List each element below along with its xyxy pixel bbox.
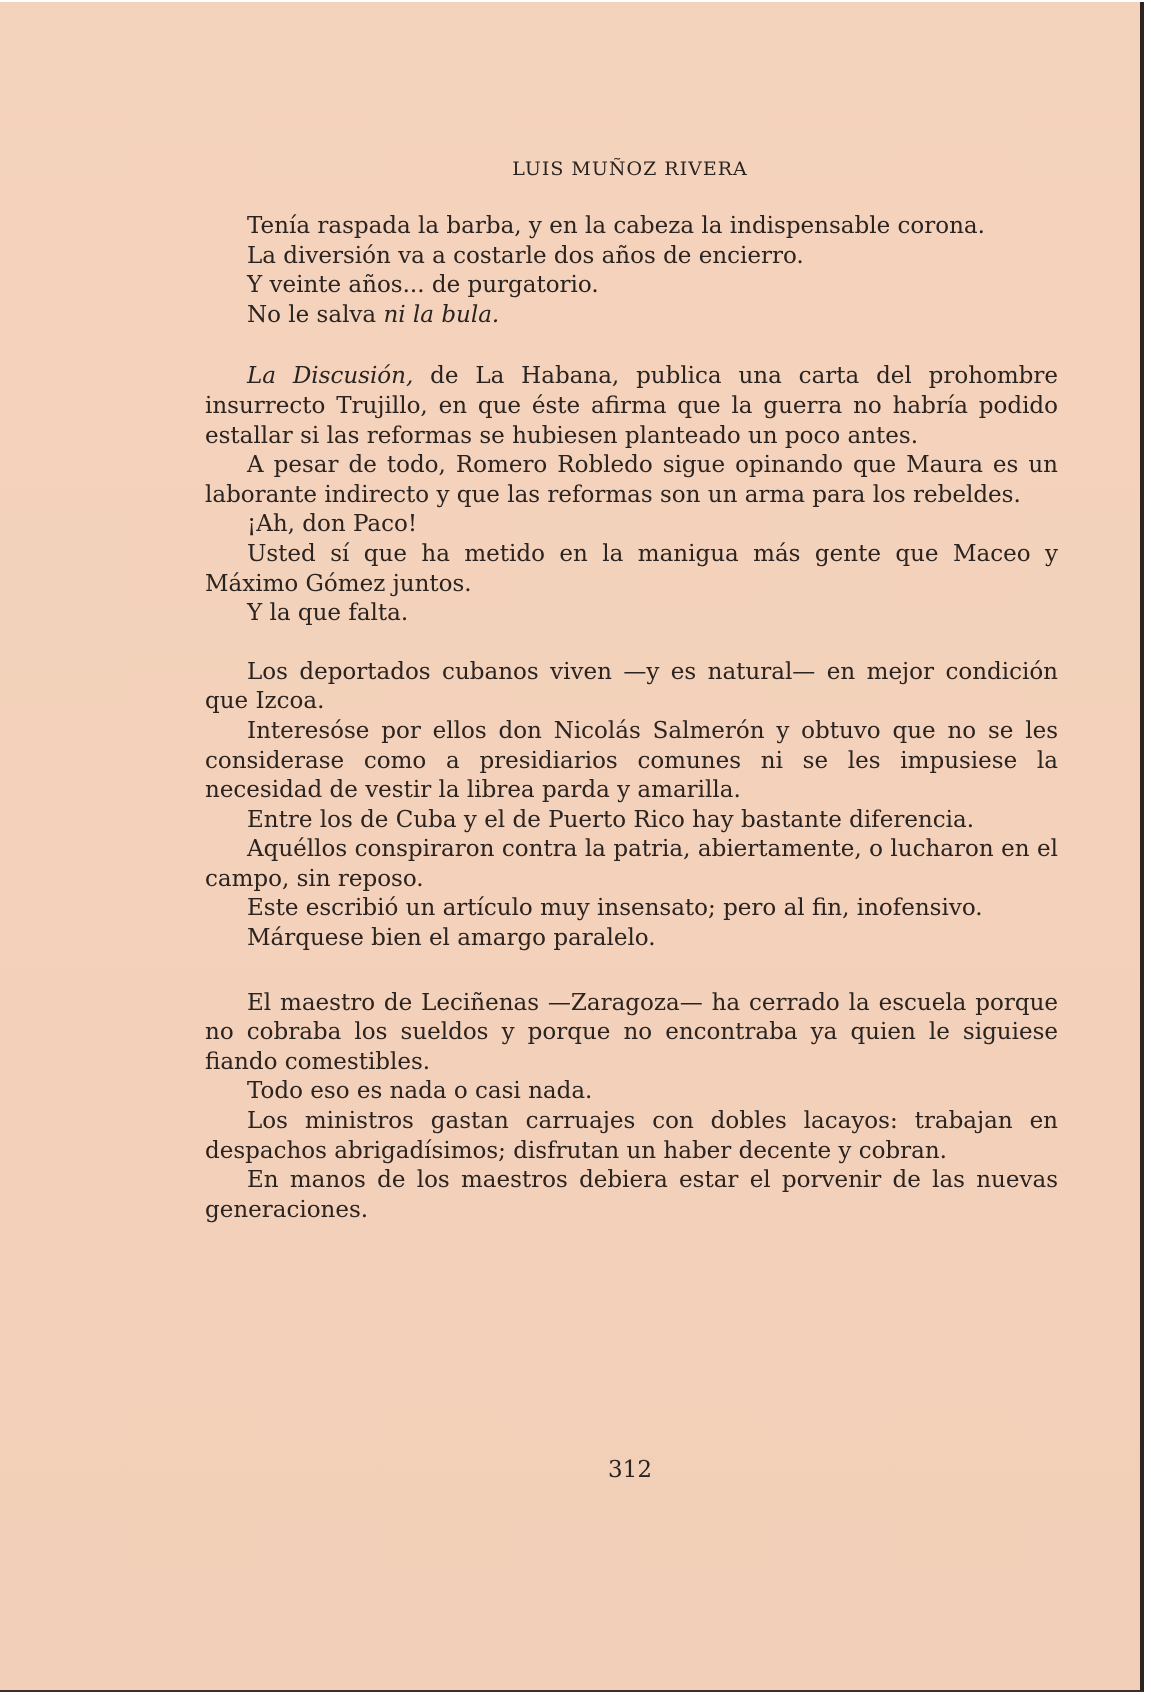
paragraph: El maestro de Leciñenas —Zaragoza— ha cerrado la escuela porque no cobraba los sueldos y porque no encontraba ya quien le siguiese fiando comestibles. <box>205 989 1058 1075</box>
paragraph: A pesar de todo, Romero Robledo sigue opinando que Maura es un laborante indirecto y que las reformas son un arma para los rebeldes. <box>205 452 1058 508</box>
text-run: de La Habana, publica una carta del prohombre insurrecto Trujillo, en que éste afirma que la guerra no habría podido estallar si las reformas se hubiesen planteado un poco antes. <box>205 363 1058 449</box>
paragraph <box>205 301 1058 331</box>
section-3 <box>205 658 1058 954</box>
paragraph: ¡Ah, don Paco! <box>247 511 418 538</box>
paragraph: Entre los de Cuba y el de Puerto Rico hay bastante diferencia. <box>247 806 975 833</box>
paragraph: Todo eso es nada o casi nada. <box>247 1078 593 1105</box>
italic-phrase: ni la bula. <box>383 301 500 328</box>
section-4 <box>205 989 1058 1226</box>
paragraph: Usted sí que ha metido en la manigua más gente que Maceo y Máximo Gómez juntos. <box>205 540 1058 597</box>
paragraph: Aquéllos conspiraron contra la patria, abiertamente, o lucharon en el campo, sin reposo. <box>205 836 1058 892</box>
section-gap <box>205 629 1058 658</box>
paragraph: Este escribió un artículo muy insensato; pero al fin, inofensivo. <box>247 895 983 922</box>
running-head: LUIS MUÑOZ RIVERA <box>512 158 748 180</box>
paragraph: Los deportados cubanos viven —y es natural— en mejor condición que Izcoa. <box>205 658 1058 715</box>
text-run: No le salva <box>247 301 384 328</box>
page-number: 312 <box>608 1457 652 1483</box>
body-text <box>205 212 1058 1225</box>
newspaper-title: La Discusión, <box>247 363 414 390</box>
paragraph: Y la que falta. <box>247 600 409 627</box>
paragraph <box>205 362 1058 451</box>
paragraph: En manos de los maestros debiera estar el porvenir de las nuevas generaciones. <box>205 1167 1058 1223</box>
paragraph: Los ministros gastan carruajes con dobles lacayos: trabajan en despachos abrigadísimos; disfrutan un haber decente y cobran. <box>205 1108 1058 1164</box>
section-gap <box>205 954 1058 989</box>
section-gap <box>205 330 1058 362</box>
section-2 <box>205 362 1058 628</box>
paragraph: Interesóse por ellos don Nicolás Salmerón y obtuvo que no se les considerase como a presidiarios comunes ni se les impusiese la necesidad de vestir la librea parda y amarilla. <box>205 717 1058 804</box>
paragraph: Tenía raspada la barba, y en la cabeza la indispensable corona. <box>247 213 985 239</box>
paragraph: Márquese bien el amargo paralelo. <box>247 925 656 952</box>
paragraph: Y veinte años... de purgatorio. <box>247 272 599 299</box>
paragraph: La diversión va a costarle dos años de encierro. <box>247 242 804 269</box>
section-1 <box>205 212 1058 330</box>
book-page <box>0 2 1144 1692</box>
